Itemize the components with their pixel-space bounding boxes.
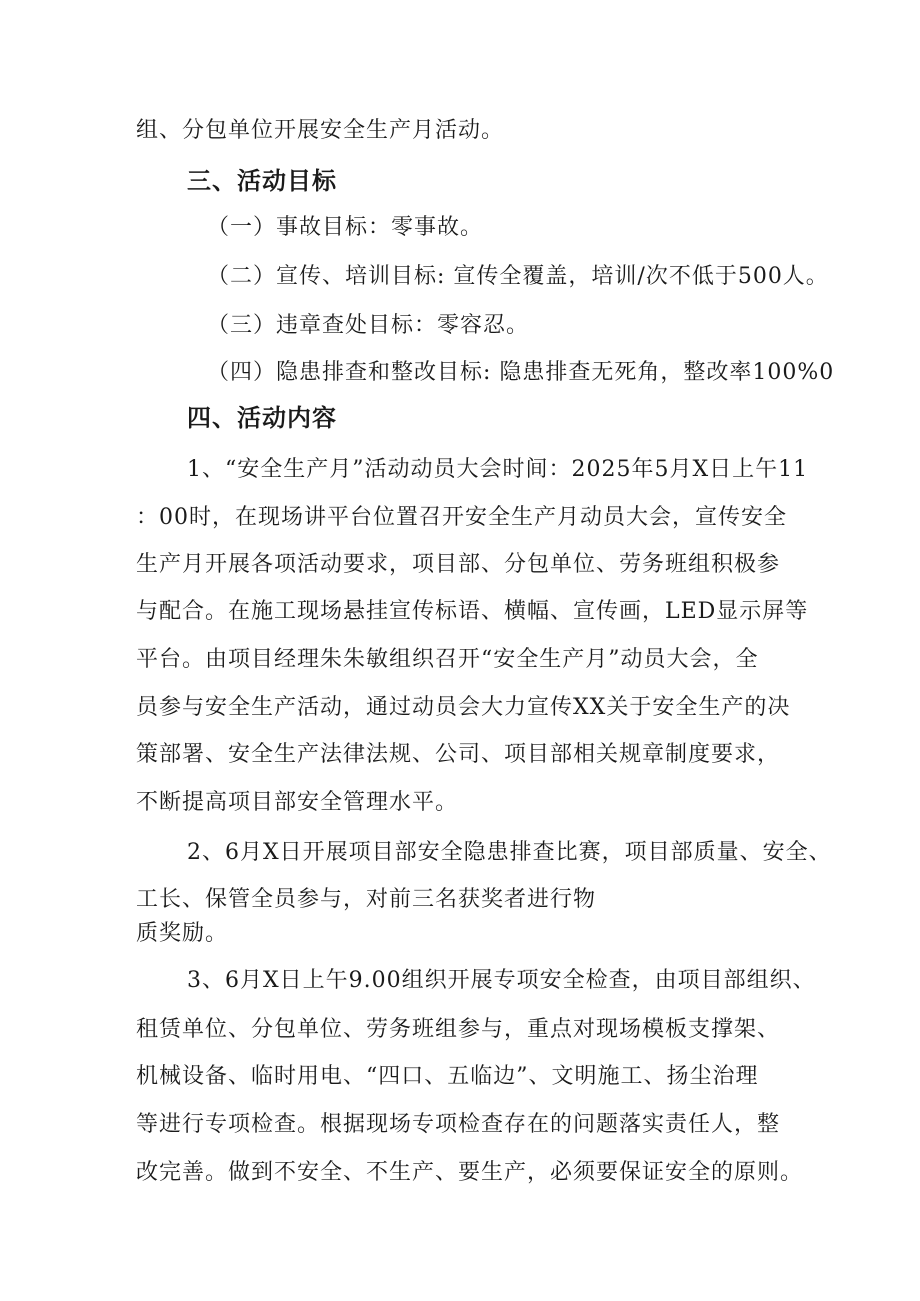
goal-item: （四）隐患排查和整改目标: 隐患排查无死角，整改率100%0: [207, 360, 835, 385]
paragraph-line: 2、6月X日开展项目部安全隐患排查比赛，项目部质量、安全、: [187, 840, 832, 865]
goal-item: （二）宣传、培训目标: 宣传全覆盖，培训/次不低于500人。: [207, 264, 829, 289]
section-heading-content: 四、活动内容: [187, 404, 337, 432]
paragraph-line: 质奖励。: [136, 921, 229, 946]
paragraph-line: 平台。由项目经理朱朱敏组织召开“安全生产月”动员大会，全: [136, 647, 759, 672]
paragraph-line: 改完善。做到不安全、不生产、要生产，必须要保证安全的原则。: [136, 1160, 804, 1185]
paragraph-line: 等进行专项检查。根据现场专项检查存在的问题落实责任人，整: [136, 1112, 781, 1137]
paragraph-line: 与配合。在施工现场悬挂宣传标语、横幅、宣传画，LED显示屏等: [136, 599, 809, 624]
goal-item: （三）违章查处目标：零容忍。: [207, 313, 530, 338]
paragraph-line: 工长、保管全员参与，对前三名获奖者进行物: [136, 887, 597, 912]
paragraph-line: 策部署、安全生产法律法规、公司、项目部相关规章制度要求，: [136, 742, 781, 767]
paragraph-line: ：00时，在现场讲平台位置召开安全生产月动员大会，宣传安全: [136, 505, 787, 530]
paragraph-line: 机械设备、临时用电、“四口、五临边”、文明施工、扬尘治理: [136, 1064, 759, 1089]
goal-item: （一）事故目标：零事故。: [207, 215, 484, 240]
section-heading-goals: 三、活动目标: [187, 167, 337, 195]
paragraph-line: 生产月开展各项活动要求，项目部、分包单位、劳务班组积极参: [136, 552, 781, 577]
paragraph-line: 员参与安全生产活动，通过动员会大力宣传XX关于安全生产的决: [136, 695, 791, 720]
paragraph-line: 不断提高项目部安全管理水平。: [136, 790, 459, 815]
paragraph-line: 1、“安全生产月”活动动员大会时间：2025年5月X日上午11: [187, 457, 809, 482]
paragraph-line: 租赁单位、分包单位、劳务班组参与，重点对现场模板支撑架、: [136, 1017, 781, 1042]
paragraph-line: 组、分包单位开展安全生产月活动。: [136, 118, 505, 143]
paragraph-line: 3、6月X日上午9.00组织开展专项安全检查，由项目部组织、: [187, 968, 816, 993]
